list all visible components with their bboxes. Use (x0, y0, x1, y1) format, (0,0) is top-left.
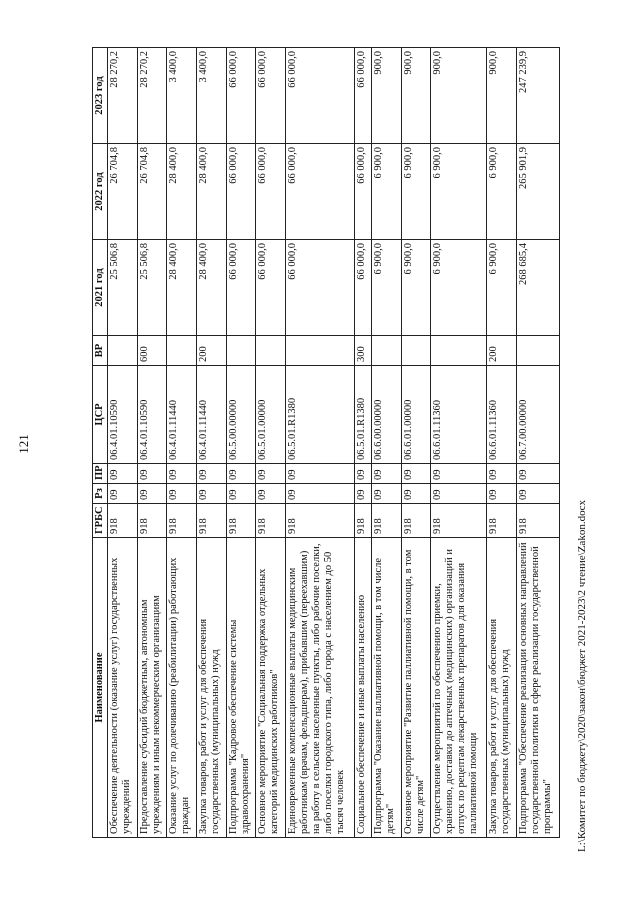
header-csr: ЦСР (93, 366, 108, 464)
cell-2022: 6 900,0 (371, 144, 401, 240)
cell-grbs: 918 (355, 504, 371, 538)
cell-2023: 28 270,2 (108, 48, 138, 144)
cell-vr: 200 (487, 336, 517, 366)
cell-2022: 26 704,8 (137, 144, 167, 240)
table-row (108, 48, 138, 838)
cell-name: Подпрограмма "Кадровое обеспечение системы здравоохранения" (226, 538, 256, 838)
cell-pr: 09 (517, 464, 560, 484)
cell-pr: 09 (355, 464, 371, 484)
cell-grbs: 918 (517, 504, 560, 538)
cell-csr: 06.4.01.11440 (167, 366, 197, 464)
cell-pr: 09 (401, 464, 431, 484)
header-rz: Рз (93, 484, 108, 504)
cell-vr (371, 336, 401, 366)
cell-2022: 26 704,8 (108, 144, 138, 240)
footer-path: L:\Комитет по бюджету\2020\закон\бюджет 2021-2023\2 чтение\Zakon.docx (576, 500, 588, 852)
header-2021: 2021 год (93, 240, 108, 336)
cell-grbs: 918 (108, 504, 138, 538)
cell-csr: 06.4.01.11440 (197, 366, 227, 464)
table-row (137, 48, 167, 838)
cell-pr: 09 (256, 464, 286, 484)
cell-grbs: 918 (226, 504, 256, 538)
table-row (167, 48, 197, 838)
cell-grbs: 918 (197, 504, 227, 538)
cell-csr: 06.5.01.R1380 (355, 366, 371, 464)
cell-grbs: 918 (256, 504, 286, 538)
cell-name: Социальное обеспечение и иные выплаты населению (355, 538, 371, 838)
cell-vr: 200 (197, 336, 227, 366)
cell-2023: 3 400,0 (197, 48, 227, 144)
table-row (256, 48, 286, 838)
cell-rz: 09 (371, 484, 401, 504)
cell-rz: 09 (256, 484, 286, 504)
cell-pr: 09 (226, 464, 256, 484)
cell-2022: 6 900,0 (487, 144, 517, 240)
header-grbs: ГРБС (93, 504, 108, 538)
cell-grbs: 918 (431, 504, 487, 538)
cell-name: Закупка товаров, работ и услуг для обеспечения государственных (муниципальных) нужд (487, 538, 517, 838)
cell-2023: 900,0 (401, 48, 431, 144)
table-row (226, 48, 256, 838)
table-row (517, 48, 560, 838)
cell-vr (401, 336, 431, 366)
budget-table-container (92, 48, 560, 838)
cell-name: Единовременные компенсационные выплаты медицинским работникам (врачам, фельдшерам), прибывшим (переехавшим) на работу в сельские населенные пункты, либо рабочие поселки, либо поселки городского типа, либо города с населением до 50 тысяч человек (286, 538, 355, 838)
header-name: Наименование (93, 538, 108, 838)
cell-name: Закупка товаров, работ и услуг для обеспечения государственных (муниципальных) нужд (197, 538, 227, 838)
cell-vr (286, 336, 355, 366)
cell-rz: 09 (487, 484, 517, 504)
cell-2022: 66 000,0 (256, 144, 286, 240)
cell-name: Обеспечение деятельности (оказание услуг) государственных учреждений (108, 538, 138, 838)
cell-csr: 06.5.00.00000 (226, 366, 256, 464)
cell-csr: 06.6.01.00000 (401, 366, 431, 464)
cell-pr: 09 (108, 464, 138, 484)
cell-csr: 06.5.01.00000 (256, 366, 286, 464)
table-row (355, 48, 371, 838)
cell-name: Подпрограмма "Оказание паллиативной помощи, в том числе детям" (371, 538, 401, 838)
cell-pr: 09 (137, 464, 167, 484)
cell-vr (256, 336, 286, 366)
cell-2022: 28 400,0 (167, 144, 197, 240)
cell-2023: 66 000,0 (355, 48, 371, 144)
cell-name: Подпрограмма "Обеспечение реализации основных направлений государственной политики в сфере реализации государственной программы" (517, 538, 560, 838)
cell-rz: 09 (401, 484, 431, 504)
cell-name: Предоставление субсидий бюджетным, автономным учреждениям и иным некоммерческим организациям (137, 538, 167, 838)
cell-2021: 6 900,0 (401, 240, 431, 336)
cell-rz: 09 (137, 484, 167, 504)
cell-csr: 06.6.00.00000 (371, 366, 401, 464)
cell-2023: 900,0 (487, 48, 517, 144)
cell-pr: 09 (431, 464, 487, 484)
cell-name: Основное мероприятие "Социальная поддержка отдельных категорий медицинских работников" (256, 538, 286, 838)
cell-rz: 09 (355, 484, 371, 504)
cell-2021: 6 900,0 (431, 240, 487, 336)
cell-2021: 66 000,0 (226, 240, 256, 336)
cell-vr: 600 (137, 336, 167, 366)
header-2023: 2023 год (93, 48, 108, 144)
cell-name: Оказание услуг по долечиванию (реабилитации) работающих граждан (167, 538, 197, 838)
cell-2021: 66 000,0 (355, 240, 371, 336)
cell-pr: 09 (286, 464, 355, 484)
cell-pr: 09 (197, 464, 227, 484)
cell-2021: 6 900,0 (371, 240, 401, 336)
header-pr: ПР (93, 464, 108, 484)
cell-csr: 06.4.01.10590 (108, 366, 138, 464)
cell-2023: 247 239,9 (517, 48, 560, 144)
cell-rz: 09 (197, 484, 227, 504)
cell-name: Основное мероприятие "Развитие паллиативной помощи, в том числе детям" (401, 538, 431, 838)
cell-2021: 28 400,0 (167, 240, 197, 336)
cell-2022: 66 000,0 (286, 144, 355, 240)
cell-2023: 66 000,0 (256, 48, 286, 144)
cell-2021: 28 400,0 (197, 240, 227, 336)
cell-grbs: 918 (371, 504, 401, 538)
cell-2023: 3 400,0 (167, 48, 197, 144)
cell-csr: 06.5.01.R1380 (286, 366, 355, 464)
cell-grbs: 918 (137, 504, 167, 538)
cell-2022: 6 900,0 (401, 144, 431, 240)
table-header-row (93, 48, 108, 838)
table-row (487, 48, 517, 838)
cell-vr (108, 336, 138, 366)
cell-2022: 6 900,0 (431, 144, 487, 240)
cell-vr (517, 336, 560, 366)
cell-2023: 66 000,0 (286, 48, 355, 144)
table-row (371, 48, 401, 838)
table-row (286, 48, 355, 838)
header-vr: ВР (93, 336, 108, 366)
cell-2023: 900,0 (431, 48, 487, 144)
cell-grbs: 918 (401, 504, 431, 538)
cell-rz: 09 (226, 484, 256, 504)
cell-pr: 09 (167, 464, 197, 484)
cell-2022: 66 000,0 (355, 144, 371, 240)
cell-2021: 25 506,8 (137, 240, 167, 336)
cell-name: Осуществление мероприятий по обеспечению приемки, хранению, доставки до аптечных (медицинских) организаций и отпуск по рецептам лекарственных препаратов для оказания паллиативной помощи (431, 538, 487, 838)
cell-grbs: 918 (167, 504, 197, 538)
cell-rz: 09 (167, 484, 197, 504)
cell-2021: 268 685,4 (517, 240, 560, 336)
table-row (431, 48, 487, 838)
cell-2022: 66 000,0 (226, 144, 256, 240)
cell-rz: 09 (431, 484, 487, 504)
header-2022: 2022 год (93, 144, 108, 240)
cell-csr: 06.4.01.10590 (137, 366, 167, 464)
cell-2021: 6 900,0 (487, 240, 517, 336)
cell-2022: 265 901,9 (517, 144, 560, 240)
cell-pr: 09 (487, 464, 517, 484)
cell-grbs: 918 (286, 504, 355, 538)
page-number: 121 (16, 434, 31, 454)
table-row (401, 48, 431, 838)
cell-2021: 66 000,0 (256, 240, 286, 336)
cell-rz: 09 (286, 484, 355, 504)
cell-vr (167, 336, 197, 366)
cell-pr: 09 (371, 464, 401, 484)
cell-csr: 06.6.01.11360 (431, 366, 487, 464)
cell-2023: 28 270,2 (137, 48, 167, 144)
cell-grbs: 918 (487, 504, 517, 538)
table-row (197, 48, 227, 838)
cell-2023: 900,0 (371, 48, 401, 144)
cell-rz: 09 (517, 484, 560, 504)
cell-csr: 06.7.00.00000 (517, 366, 560, 464)
cell-vr: 300 (355, 336, 371, 366)
cell-2021: 66 000,0 (286, 240, 355, 336)
footer-path-container (574, 92, 594, 852)
cell-2022: 28 400,0 (197, 144, 227, 240)
cell-2021: 25 506,8 (108, 240, 138, 336)
budget-table (92, 47, 560, 838)
cell-csr: 06.6.01.11360 (487, 366, 517, 464)
cell-vr (431, 336, 487, 366)
cell-rz: 09 (108, 484, 138, 504)
cell-vr (226, 336, 256, 366)
cell-2023: 66 000,0 (226, 48, 256, 144)
